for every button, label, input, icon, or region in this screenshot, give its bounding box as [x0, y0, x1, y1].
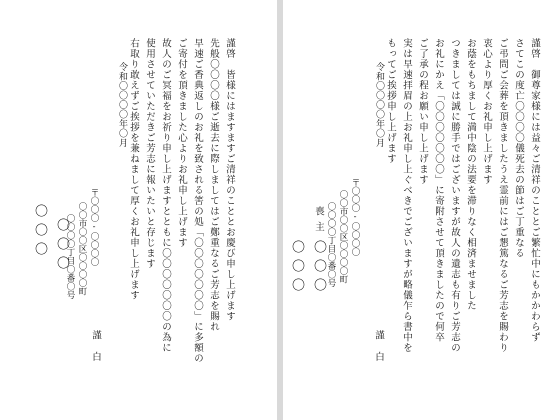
right-sender-name-1: 〇〇〇 — [311, 240, 326, 297]
right-body-line-1: 謹啓 御尊家様には益々ご清祥のこととご繁忙中にもかかわらず — [529, 38, 540, 343]
left-body-line-4: ご寄付を頂きました心よりお礼申し上げます — [176, 38, 187, 248]
left-sender-name-2: 〇〇〇 — [32, 204, 47, 261]
right-body-line-6: つきましては誠に勝手ではございますが故人の遺志も有りご芳志の — [449, 38, 460, 353]
right-letter-page — [283, 0, 560, 420]
left-address-city: 〇〇市〇〇区〇〇〇〇町 — [77, 202, 87, 296]
right-sender-name-2: 〇〇〇 — [289, 240, 304, 297]
right-body-line-4: 衷心より厚くお礼申し上げます — [481, 38, 492, 185]
left-address-postal: 〒〇〇〇-〇〇〇〇 — [89, 188, 99, 266]
right-body-line-3: ご弔問ご会葬を頂きましたうえ霊前にはご懇篤なるご芳志を賜わり — [497, 38, 508, 353]
right-address-city: 〇〇市〇〇区〇〇〇〇町 — [338, 190, 348, 284]
right-body-line-5: お蔭をもちまして満中陰の法要を滞りなく相済ませました — [465, 38, 476, 311]
right-address-postal: 〒〇〇〇-〇〇〇〇 — [350, 178, 360, 256]
left-body-line-2: 先般〇〇〇〇様ご逝去に際しましてはご鄭重なるご芳志を賜れ — [208, 38, 219, 332]
left-body-line-3: 早速ご香典返しのお礼を致される筈の処「〇〇〇〇〇〇〇」に多額の — [192, 38, 203, 364]
left-sender-name-1: 〇〇〇 — [54, 218, 69, 275]
left-body-line-6: 使用させていただきご芳志に報いたいと存じます — [144, 38, 155, 269]
left-address-block: 〇〇〇〇丁目〇番〇号 — [65, 214, 75, 299]
right-body-line-2: さてこの度亡〇〇〇〇儀死去の節はご丁重なる — [513, 38, 524, 259]
left-body-line-5: 故人のご冥福をお祈り申し上げますとともに〇〇〇〇〇〇〇の為に — [160, 38, 171, 353]
right-body-line-8: ご了承の程お願い申し上げます — [417, 38, 428, 185]
right-body-line-9: 実は早速拝眉の上お礼申し上ぐべきでございますが略儀乍ら書中を — [401, 38, 412, 353]
left-closing: 謹白 — [90, 330, 101, 373]
right-body-line-7: お礼にかえ「〇〇〇〇〇〇〇」に寄附させて頂きましたので何卒 — [433, 38, 444, 343]
left-body-line-1: 謹啓 皆様にはますますご清祥のこととお慶び申し上げます — [224, 38, 235, 322]
left-letter-page — [0, 0, 277, 420]
right-date: 令和〇〇〇〇年〇月 — [374, 62, 384, 148]
left-body-line-7: 右取り敢えずご挨拶を兼ねまして厚くお礼申し上げます — [128, 38, 139, 301]
left-date: 令和〇〇〇〇年〇月 — [117, 62, 127, 148]
right-body-line-10: もってご挨拶申し上げます — [385, 38, 396, 164]
right-closing: 謹白 — [373, 330, 384, 373]
mourner-label: 喪主 — [313, 206, 324, 237]
right-address-block: 〇〇〇〇丁目〇番〇号 — [326, 202, 336, 287]
